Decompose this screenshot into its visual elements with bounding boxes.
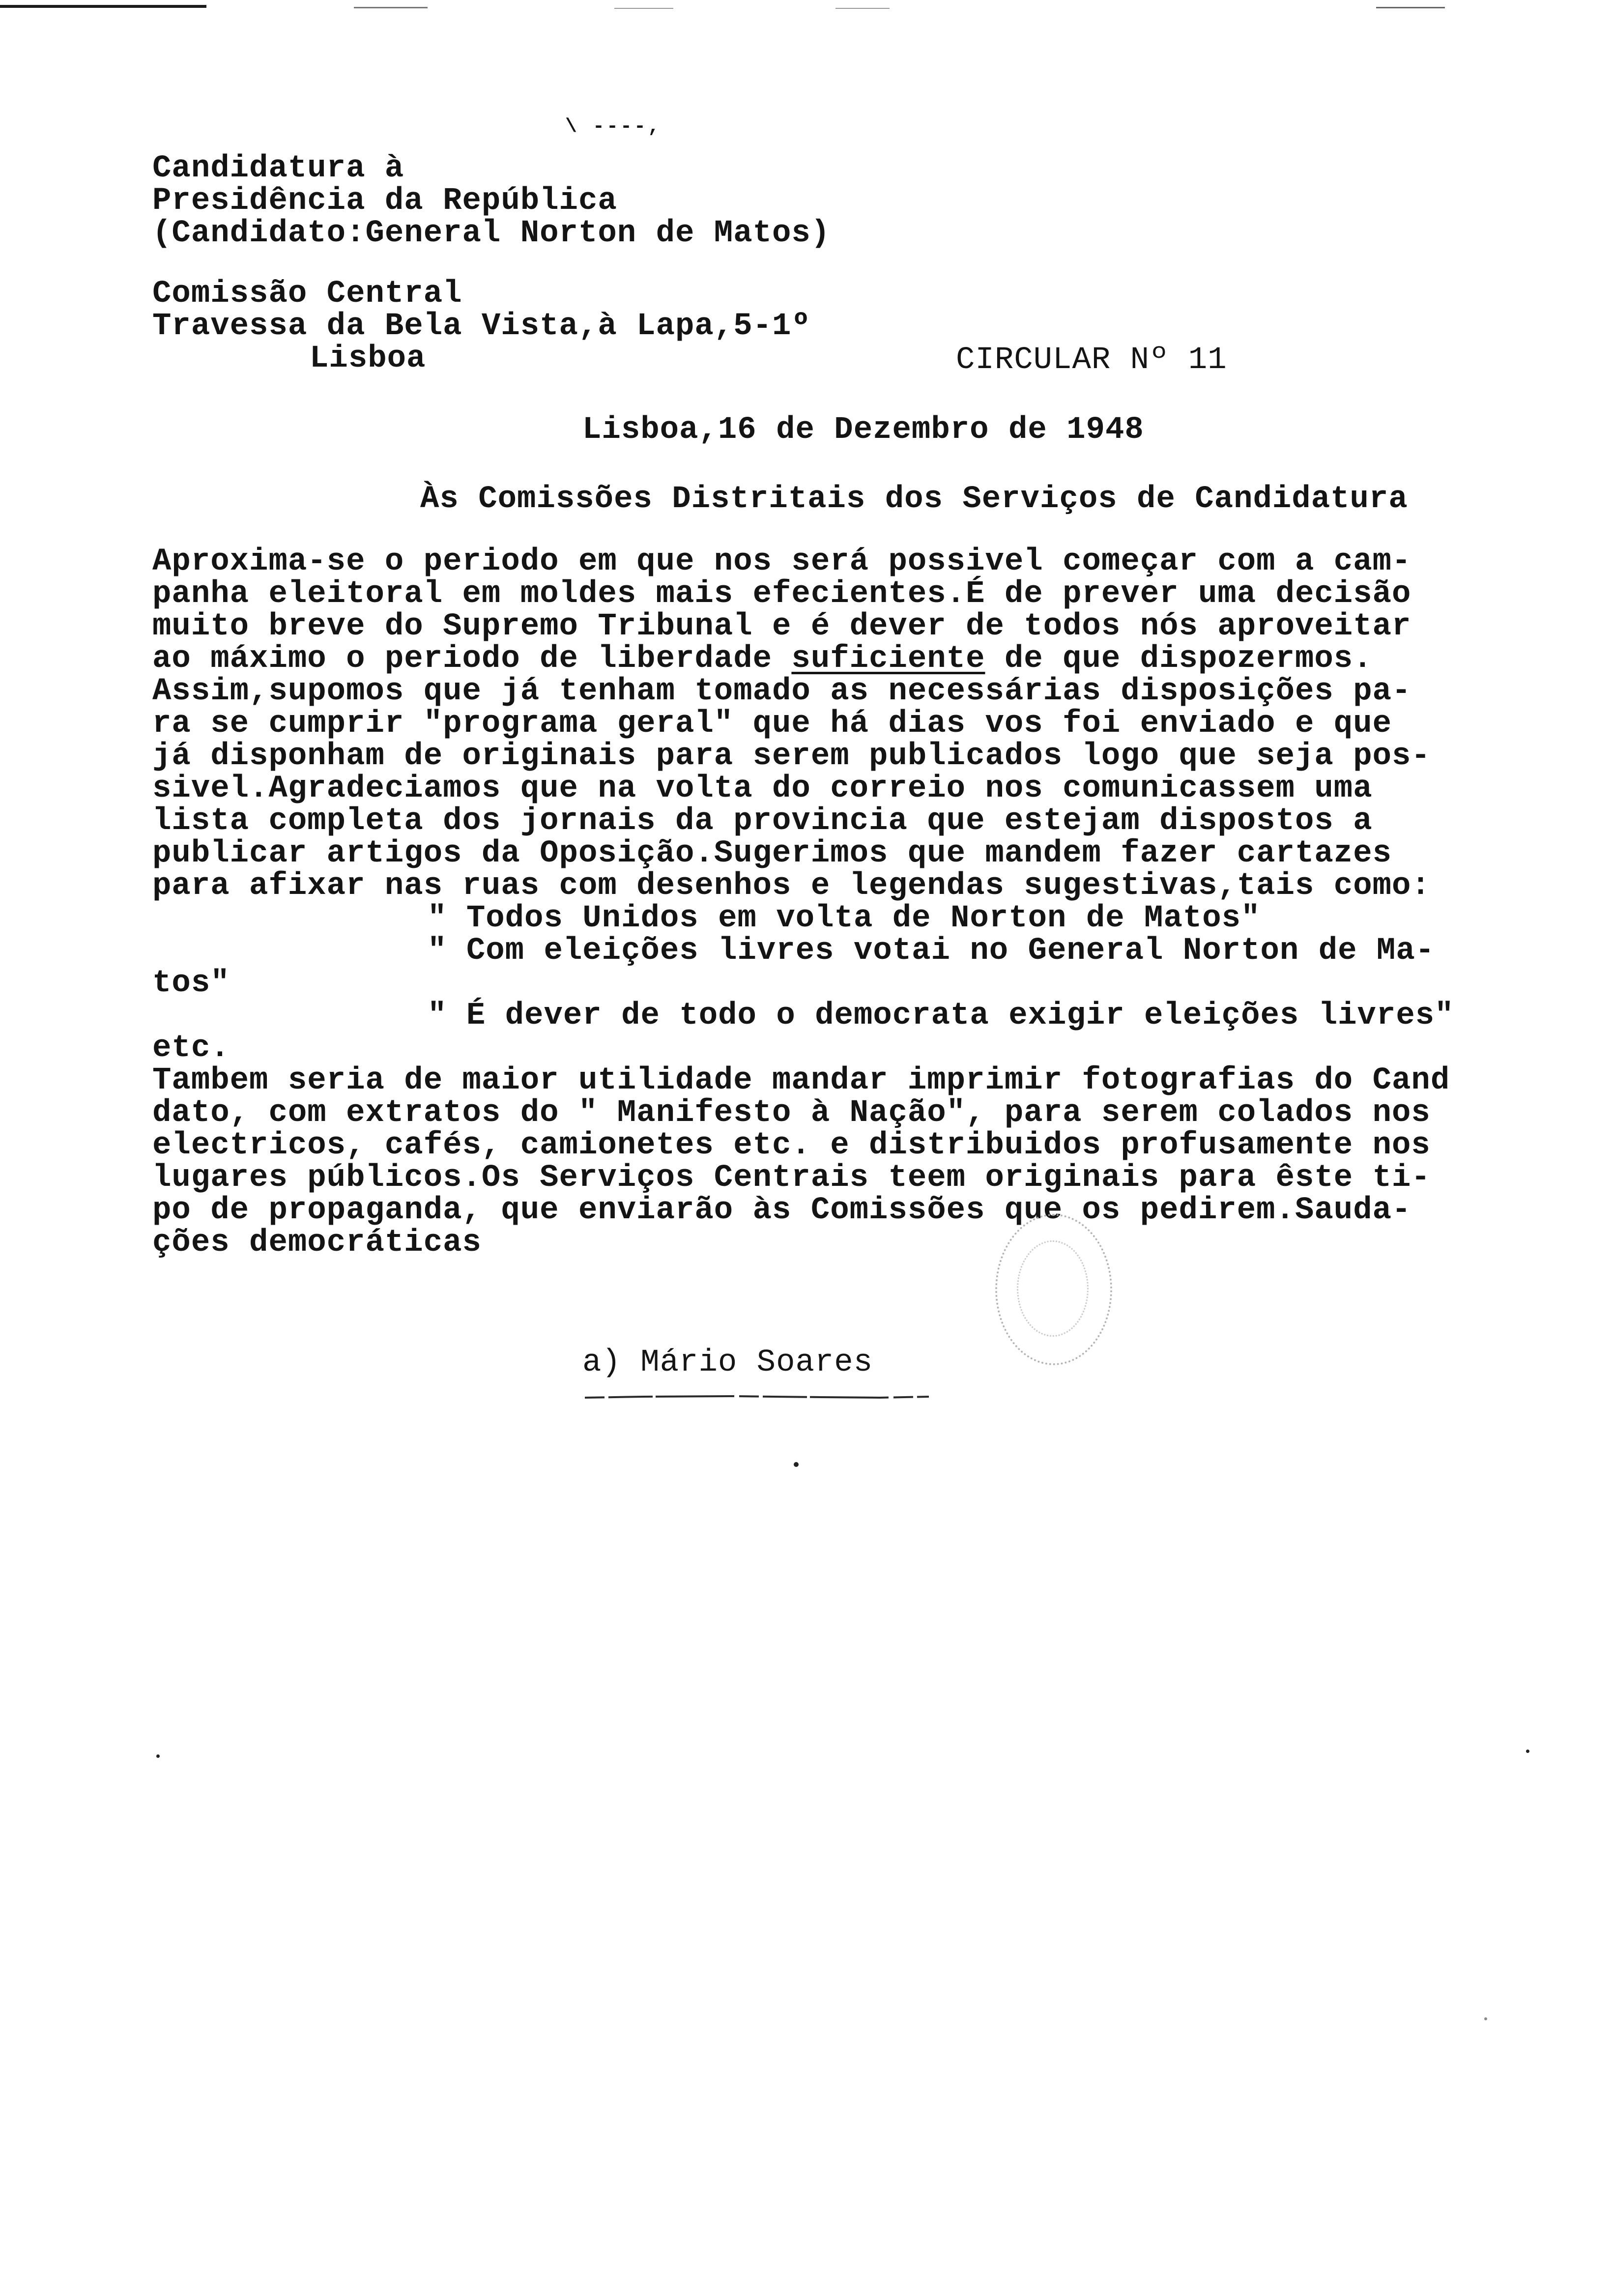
sender-address [152,278,811,375]
body-line: Tambem seria de maior utilidade mandar imprimir fotografias do Cand [152,1063,1450,1098]
sender-line: Travessa da Bela Vista,à Lapa,5-1º [152,309,811,344]
speck [156,1754,160,1758]
slogan-line: " Com eleições livres votai no General Norton de Ma- [428,933,1435,969]
body-line [152,643,1454,675]
body-line: já disponham de originais para serem publicados logo que seja pos- [152,739,1431,774]
body-line: publicar artigos da Oposição.Sugerimos que mandem fazer cartazes [152,836,1392,871]
body-line: dato, com extratos do " Manifesto à Nação", para serem colados nos [152,1095,1431,1131]
scan-edge-mark [614,8,673,9]
sender-city: Lisboa [310,341,426,376]
scan-edge-mark [1376,7,1445,8]
body-line: Aproxima-se o periodo em que nos será possivel começar com a cam- [152,544,1411,579]
underlined-word: suficiente [791,641,985,677]
body-line: sivel.Agradeciamos que na volta do correio nos comunicassem uma [152,771,1373,806]
signature-underline [585,1395,929,1400]
body-text: ao máximo o periodo de liberdade [152,641,792,677]
body-line: lista completa dos jornais da provincia que estejam dispostos a [152,804,1373,839]
speck [1526,1750,1529,1753]
speck [794,1462,799,1467]
body-line: lugares públicos.Os Serviços Centrais teem originais para êste ti- [152,1160,1431,1196]
body-line: ções democráticas [152,1225,482,1261]
body-line: po de propaganda, que enviarão às Comissões que os pedirem.Sauda- [152,1193,1411,1228]
letterhead-line: (Candidato:General Norton de Matos) [152,216,831,251]
speck [1484,2017,1487,2020]
scan-edge-mark [354,7,428,8]
body-line: panha eleitoral em moldes mais efecientes.É de prever uma decisão [152,576,1411,612]
signature-line: a) Mário Soares [582,1345,873,1380]
body-line: muito breve do Supremo Tribunal e é dever de todos nós aproveitar [152,609,1411,644]
scan-edge-mark [0,5,206,8]
circular-number: CIRCULAR Nº 11 [956,343,1227,378]
faded-stamp [995,1214,1112,1365]
body-line: para afixar nas ruas com desenhos e legendas sugestivas,tais como: [152,868,1431,904]
body-line: Assim,supomos que já tenham tomado as necessárias disposições pa- [152,674,1411,709]
body-line: tos" [152,966,230,1001]
slogan-line: " É dever de todo o democrata exigir eleições livres" [428,998,1454,1033]
body-line: electricos, cafés, camionetes etc. e distribuidos profusamente nos [152,1128,1431,1163]
scan-edge-mark [835,8,890,9]
letterhead-candidature [152,152,830,250]
letter-date: Lisboa,16 de Dezembro de 1948 [582,412,1144,448]
letter-body [152,545,1454,1259]
sender-line: Comissão Central [152,276,462,312]
slogan-line: " Todos Unidos em volta de Norton de Matos" [428,901,1261,936]
body-line: etc. [152,1031,230,1066]
letterhead-line: Candidatura à [152,151,404,186]
body-text: de que dispozermos. [985,641,1373,677]
letterhead-line: Presidência da República [152,183,617,219]
body-line: ra se cumprir "programa geral" que há dias vos foi enviado e que [152,706,1392,742]
top-typed-mark: \ ----, [565,116,662,138]
addressee: Às Comissões Distritais dos Serviços de Candidatura [420,482,1408,517]
